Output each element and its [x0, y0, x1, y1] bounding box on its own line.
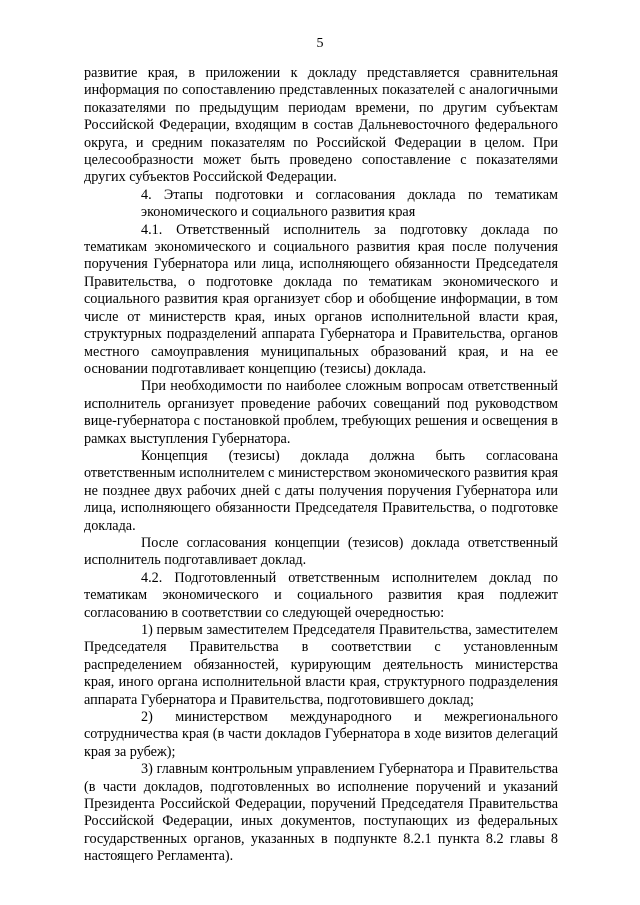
paragraph-4-1: 4.1. Ответственный исполнитель за подготовку доклада по тематикам экономического и социального развития края после получения поручения Губернатора или лица, исполняющего обязанности Председателя Правительства, о подготовке доклада по тематикам экономического и социального развития края организует сбор и обобщение информации, в том числе от министерств края, иных органов исполнительной власти края, структурных подразделений аппарата Губернатора и Правительства, органов местного самоуправления муниципальных образований края, и на ее основании подготавливает концепцию (тезисы) доклада.: [84, 221, 558, 377]
paragraph-4-2: 4.2. Подготовленный ответственным исполнителем доклад по тематикам экономического и социального развития края подлежит согласованию в соответствии со следующей очередностью:: [84, 569, 558, 621]
page-number: 5: [316, 36, 324, 51]
list-item-2: 2) министерством международного и межрегионального сотрудничества края (в части докладов Губернатора в ходе визитов делегаций края за рубеж);: [84, 709, 558, 760]
paragraph-continuation: развитие края, в приложении к докладу представляется сравнительная информация по сопоставлению представленных показателей с аналогичными показателями по предыдущим периодам времени, по другим субъектам Российской Федерации, входящим в состав Дальневосточного федерального округа, и средним показателям по Российской Федерации в целом. При целесообразности может быть проведено сопоставление с показателями других субъектов Российской Федерации.: [84, 65, 558, 186]
list-item-3: 3) главным контрольным управлением Губернатора и Правительства (в части докладов, подготовленных во исполнение поручений и указаний Президента Российской Федерации, поручений Председателя Правительства Российской Федерации, иных документов, поступающих из федеральных государственных органов, указанных в подпункте 8.2.1 пункта 8.2 главы 8 настоящего Регламента).: [84, 761, 558, 865]
paragraph-concept: Концепция (тезисы) доклада должна быть согласована ответственным исполнителем с министерством экономического развития края не позднее двух рабочих дней с даты получения поручения Губернатора или лица, исполняющего обязанности Председателя Правительства, о подготовке доклада.: [84, 447, 558, 534]
paragraph-meetings: При необходимости по наиболее сложным вопросам ответственный исполнитель организует проведение рабочих совещаний под руководством вице-губернатора с постановкой проблем, требующих решения и освещения в рамках выступления Губернатора.: [84, 378, 558, 447]
paragraph-after-approval: После согласования концепции (тезисов) доклада ответственный исполнитель подготавливает доклад.: [84, 534, 558, 569]
document-body: [84, 65, 558, 866]
section-heading: 4. Этапы подготовки и согласования доклада по тематикам экономического и социального развития края: [141, 186, 558, 221]
list-item-1: 1) первым заместителем Председателя Правительства, заместителем Председателя Правительства в соответствии с установленным распределением обязанностей, курирующим деятельность министерства края, иного органа исполнительной власти края, структурного подразделения аппарата Губернатора и Правительства, подготовившего доклад;: [84, 622, 558, 708]
